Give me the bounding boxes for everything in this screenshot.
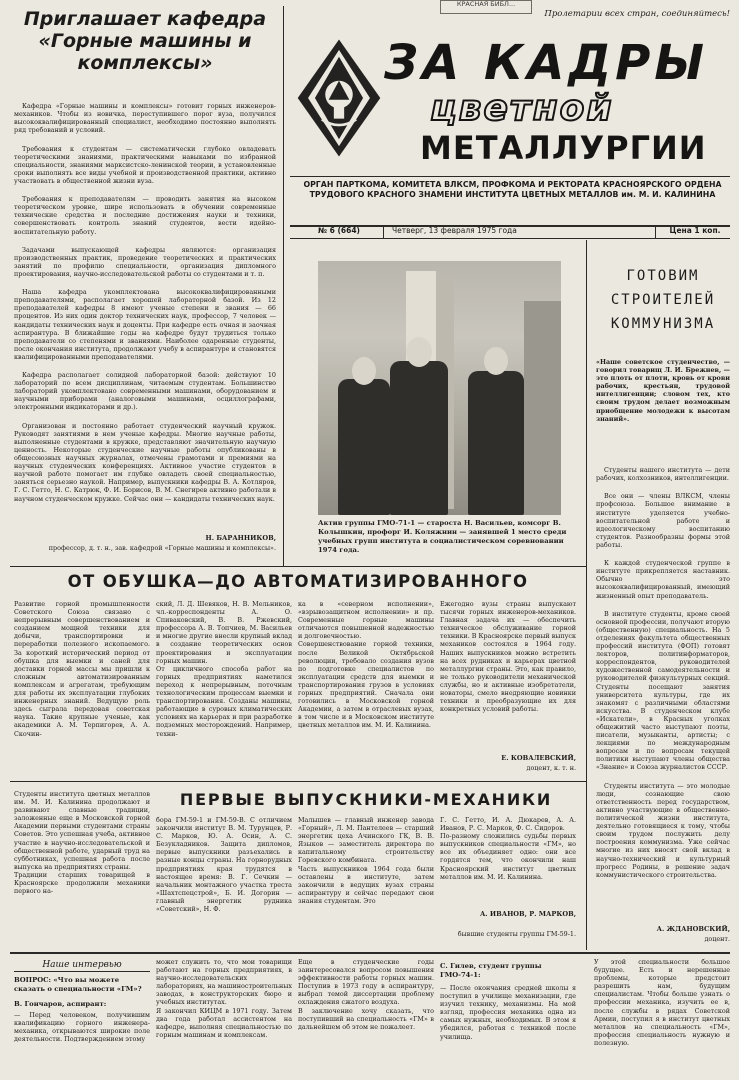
article1-paragraph: Наша кафедра укомплектована высококвалифицированными преподавателями, располагает хорошей лабораторной базой. Из 12 преподавателей кафедры 8 имеют ученые степени и звания — 66 процентов. Из них один доктор технических наук, профессор, 7 человек — кандидаты технических наук и доценты. При кафедре есть очная и заочная аспирантура. В ближайшие годы на кафедре будут трудиться только преподаватели со степенями и званиями. Наиболее одаренные студенты, после окончания института, продолжают учебу в аспирантуре и становятся квалифицированными преподавателями.: [14, 288, 276, 361]
interview-column: У этой специальности большое будущее. Есть и нерешенные проблемы, которые предстоит разрешить нам, будущим специалистам. Чтобы больше узнать о профессии механика, изучить ее в, после службы в рядах Советской Армии, поступил я в институт цветных металлов на специальность «ГМ», профессия специальность нужную и полезную.: [594, 958, 730, 1047]
article3-column: Развитие горной промышленности Советского Союза связано с непрерывным совершенствованием и созданием мощной техники для добычи, транспортировки и переработки полезного ископаемого. За короткий исторический период от обушка для выемки и саней для доставки горной массы мы пришли к сложным автоматизированным комплексам и агрегатам, требующим для работы их эксплуатации глубоких инженерных знаний. Ведущую роль здесь сыграла передовая советская наука. Такие крупные ученые, как академики А. М. Терпигорев, А. А. Скочин-: [14, 600, 150, 738]
article1-paragraph: Требования к студентам — систематически глубоко овладевать теоретическими знаниями, практическими навыками по избранной специальности, знаниями марксистско-ленинской теории, в установленные сроки выполнять все виды учебной и производственной практики, активно участвовать в общественной жизни вуза.: [14, 144, 276, 185]
article3-column: ка в «северном исполнении», «взрывозащитном исполнении» и пр. Современные горные машины отличаются повышенной надежностью и долговечностью. Совершенствование горной техники, после Великой Октябрьской революции, требовало создания вузов по подготовке специалистов по эксплуатации средств для выемки и транспортирования грузов в условиях горных предприятий. Сначала они готовились в Московской горной Академии, а затем в отраслевых вузах, в том числе и в Московском институте цветных металлов им. М. И. Калинина.: [298, 600, 434, 730]
article1-signature-title: профессор, д. т. н., зав. кафедрой «Горные машины и комплексы».: [48, 544, 276, 552]
article1-signature-name: Н. БАРАННИКОВ,: [205, 534, 276, 542]
article1-body: [14, 94, 276, 514]
article1-paragraph: Кафедра располагает солидной лабораторной базой: действуют 10 лабораторий по всем дисциплинам, читаемым студентам. Большинство лабораторий укомплектовано современными машинами, оборудованием и научными приборами (аналоговыми машинами, осциллографами, электронными индикаторами и др.).: [14, 371, 276, 412]
article1-paragraph: Задачами выпускающей кафедры являются: организация производственных практик, проведение теоретических и практических занятий по профилю специальности, организация дипломного проектирования, научно-исследовательской работы со студентами и т. п.: [14, 245, 276, 278]
interview-column: — Перед человеком, получившим квалификацию горного инженера-механика, открываются широкие поле деятельности. Подтверждением этому: [14, 1011, 150, 1044]
issue-price: Цена 1 коп.: [669, 226, 721, 235]
interview-question: ВОПРОС: «Что вы можете сказать о специальности «ГМ»?: [14, 976, 142, 993]
article2-paragraph: Студенты института — это молодые люди, сознающие свою ответственность перед государством, активно участвующие в общественно-политической жизни института, деятельно готовящиеся к тому, чтобы своим трудом послужить делу построения коммунизма. Уже сейчас многие из них вносят свой вклад в научно-технический и культурный прогресс Родины, в решение задач коммунистического строительства.: [596, 781, 730, 879]
interview-column: — После окончания средней школы я поступил в училище механизации, где изучил технику, механизмы. На мой взгляд, профессия механика одна из самых нужных, необходимых. В этом я убедился, работая с техникой после училища.: [440, 984, 576, 1041]
article1-title: Приглашает кафедра «Горные машины и комплексы»: [23, 8, 267, 74]
masthead-line3: МЕТАЛЛУРГИИ: [420, 129, 707, 167]
article2-signature-title: доцент.: [704, 935, 730, 943]
article3-signature-name: Е. КОВАЛЕВСКИЙ,: [501, 754, 576, 762]
article3-column: ский, Л. Д. Шевяков, Н. В. Мельников, чл.-корреспонденты А. О. Спиваковский, В. В. Ржевский, профессора А. В. Топчиев, М. Васильев и многие другие внесли крупный вклад в создание теоретических основ проектирования и эксплуатации горных машин. От цикличного способа работ на горных предприятиях наметился переход к непрерывным, поточным технологическим процессам выемки и транспортирования. Созданы машины, работающие в суровых климатических условиях на карьерах и при разработке подземных месторождений. Например, техни-: [156, 600, 292, 738]
interview-column: может служить то, что мои товарищи работают на горных предприятиях, в научно-исследовательских лабораториях, на машиностроительных заводах, в конструкторских бюро и учебных институтах. Я закончил КИЦМ в 1971 году. Затем два года работал ассистентом на кафедре, выполняя специальностью по горным машинам и комплексам.: [156, 958, 292, 1039]
article4-title: ПЕРВЫЕ ВЫПУСКНИКИ-МЕХАНИКИ: [179, 790, 553, 809]
article2-title-line2: СТРОИТЕЛЕЙ: [610, 292, 716, 308]
article3-title: ОТ ОБУШКА—ДО АВТОМАТИЗИРОВАННОГО: [67, 572, 529, 591]
article2-lead: «Наше советское студенчество, — говорил товарищ Л. И. Брежнев, — это плоть от плоти, кровь от крови рабочих, крестьян, трудовой интеллигенции; словом тех, кто своим трудом делает возможным приобщение молодежи к высотам знаний».: [596, 358, 730, 423]
article4-column: бора ГМ-59-1 и ГМ-59-В. С отличием закончили институт В. М. Турунцев, Р. С. Марков, Ю. А. Осин, А. С. Безукладников. Защита дипломов, первые выпускники разъехались в разные концы страны. На горнорудных предприятиях края трудятся в настоящее время: В. Г. Сечкин — начальник монтажного участка треста «Шахтспецстрой», Б. И. Догорин — главный энергетик рудника «Советский», Н. Ф.: [156, 816, 292, 914]
masthead-line1: ЗА КАДРЫ: [384, 35, 709, 91]
article4-column: Г. С. Гетто, И. А. Дюкарев, А. А. Иванов, Р. С. Марков, Ф. С. Сидоров. По-разному сложились судьбы первых выпускников специальности «ГМ», но все их объединяет одно: они все гордятся тем, что окончили наш Красноярский институт цветных металлов им. М. И. Калинина.: [440, 816, 576, 881]
group-photo: [318, 261, 561, 515]
interview-respondent-1: В. Гончаров, аспирант:: [14, 1000, 107, 1008]
article2-paragraph: Все они — члены ВЛКСМ, члены профсоюза. Большое внимание в институте уделяется учебно-воспитательной работе и идеологическому воспитанию студентов. Разнообразны формы этой работы.: [596, 492, 730, 549]
interview-column: Еще в студенческие годы заинтересовался вопросом повышения эффективности работы горных машин. Поступив в 1973 году в аспирантуру, выбрал темой диссертации проблему охлаждения сжатого воздуха. В заключение хочу сказать, что поступивший на специальность «ГМ» в дальнейшем об этом не пожалеет.: [298, 958, 434, 1031]
issue-date: Четверг, 13 февраля 1975 года: [392, 226, 517, 235]
article2-body: [596, 458, 730, 918]
article4-column: Студенты института цветных металлов им. М. И. Калинина продолжают и развивают славные традиции, заложенные еще в Московской горной Академии первыми студентами страны Советов. Это успешная учеба, активное участие в научно-исследовательской и общественной работе, ударный труд на субботниках, успешная работа после выпуска на предприятиях страны. Традиции старших товарищей в Красноярске продолжили механики первого на-: [14, 790, 150, 896]
article2-paragraph: К каждой студенческой группе в институте прикрепляется наставник. Обычно это высококвалифицированный, имеющий жизненный опыт преподаватель.: [596, 559, 730, 600]
article2-title-line1: ГОТОВИМ: [626, 268, 700, 284]
interview-label: Наше интервью: [14, 958, 150, 972]
motto: Пролетарии всех стран, соединяйтесь!: [544, 9, 730, 19]
article2-paragraph: Студенты нашего института — дети рабочих, колхозников, интеллигенции.: [596, 466, 730, 483]
article1-paragraph: Кафедра «Горные машины и комплексы» готовит горных инженеров-механиков. Чтобы из новичка, переступившего порог вуза, получился высококвалифицированный специалист, необходимо постоянно выполнять ряд требований и условий.: [14, 102, 276, 135]
article4-signature-title: бывшие студенты группы ГМ-59-1.: [457, 930, 576, 938]
photo-caption: Актив группы ГМО-71-1 — староста Н. Васильев, комсорг В. Колышкин, профорг И. Коляжнин — занявшей 1 место среди учебных групп института в социалистическом соревновании 1974 года.: [318, 519, 567, 554]
article2-title-line3: КОММУНИЗМА: [610, 316, 716, 332]
article2-signature-name: А. ЖДАНОВСКИЙ,: [656, 925, 730, 933]
article3-signature-title: доцент, к. т. н.: [526, 764, 576, 772]
institute-emblem-icon: [296, 36, 382, 160]
masthead-line2: цветной: [430, 88, 614, 129]
article3-column: Ежегодно вузы страны выпускают тысячи горных инженеров-механиков. Главная задача их — обеспечить техническое обслуживание горной техники. В Красноярске первый выпуск механиков состоялся в 1964 году. Наших выпускников можно встретить на всех рудниках и карьерах цветной металлургии страны. Это, как правило, не только руководители механической службы, но и активные изобретатели, новаторы, смело внедряющие новинки техники и преобразующие их для конкретных условий работы.: [440, 600, 576, 714]
article2-paragraph: В институте студенты, кроме своей основной профессии, получают вторую (общественную) специальность. На 5 отделениях факультета общественных профессий института (ФОП) готовят лекторов, политинформаторов, корреспондентов, руководителей художественной самодеятельности и руководителей физкультурных секций. Студенты посещают занятия университета культуры, где их знакомят с различными областями искусства. В студенческом клубе «Искатели», в Красных уголках общежитий часто выступают поэты, писатели, музыканты, артисты; с лекциями по международным вопросам и по вопросам текущей политики выступают члены общества «Знание» и Союза журналистов СССР.: [596, 609, 730, 772]
article1-paragraph: Требования к преподавателям — проводить занятия на высоком теоретическом уровне, шире использовать в обучении современные технические средства и последние достижения науки и техники, совершенствовать контроль знаний студентов, вести идейно-воспитательную работу.: [14, 195, 276, 236]
article2-title: [596, 264, 730, 346]
issue-number: № 6 (664): [318, 226, 360, 235]
stamp-text: КРАСНАЯ БИБЛ...: [456, 0, 516, 8]
interview-respondent-2: С. Гилев, студент группы ГМО-74-1:: [440, 962, 542, 979]
article4-column: Малышев — главный инженер завода «Горный», Л. М. Пантелеев — старший энергетик цеха Ачинского ГК, В. В. Языков — заместитель директора по капитальному строительству Горевского комбината. Часть выпускников 1964 года были оставлены в институте, затем закончили в ведущих вузах страны аспирантуру и сейчас передают свои знания студентам. Это: [298, 816, 434, 905]
article4-signature-name: А. ИВАНОВ, Р. МАРКОВ,: [479, 910, 576, 918]
article1-paragraph: Организован и постоянно работает студенческий научный кружок. Руководят занятиями в нем ученые кафедры. Многие научные работы, выполненные студентами в кружке, представляют значительную научную ценность. Некоторые студенческие научные работы опубликованы в общесоюзных научных журналах, отмечены грамотами и премиями на научных студенческих конференциях. Активное участие студентов в научной работе помогает им глубже овладеть своей специальностью, заняться серьезно наукой. Например, выпускники кафедры В. А. Котляров, Г. С. Гетто, Н. С. Катрюк, Ф. И. Борисов, В. М. Снегирев активно работали в научном студенческом кружке. Сейчас они — кандидаты технических наук.: [14, 421, 276, 503]
masthead-subtitle: ОРГАН ПАРТКОМА, КОМИТЕТА ВЛКСМ, ПРОФКОМА И РЕКТОРАТА КРАСНОЯРСКОГО ОРДЕНА ТРУДОВОГО КРАСНОГО ЗНАМЕНИ ИНСТИТУТА ЦВЕТНЫХ МЕТАЛЛОВ им. М. И. КАЛИНИНА: [303, 180, 722, 199]
